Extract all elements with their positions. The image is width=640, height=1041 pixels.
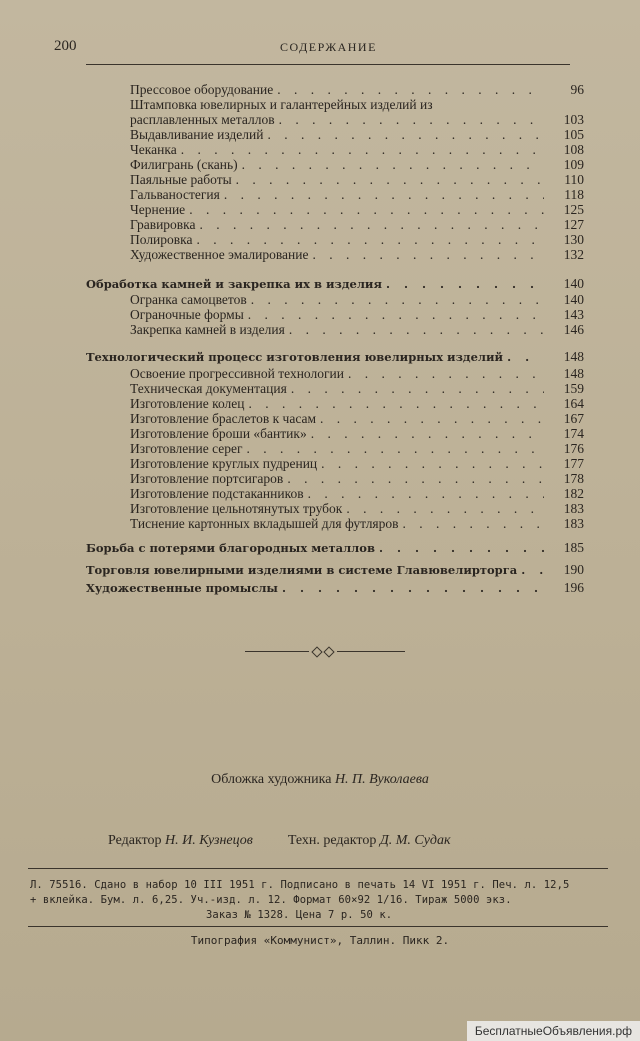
toc-entry-page: 190	[563, 562, 584, 577]
toc-entry-label: Полировка	[130, 232, 193, 247]
toc-entry-page: 130	[563, 232, 584, 247]
toc-entry	[130, 426, 584, 442]
toc-leader-dots	[275, 112, 544, 128]
toc-entry	[130, 456, 584, 472]
toc-entry-label: Художественное эмалирование	[130, 247, 309, 262]
toc-entry-page: 185	[563, 540, 584, 555]
toc-entry-label: Изготовление подстаканников	[130, 486, 304, 501]
toc-entry	[130, 486, 584, 502]
toc-leader-dots	[220, 187, 544, 203]
toc-entry	[130, 441, 584, 457]
toc-section-entry	[86, 562, 584, 578]
printer-line: Типография «Коммунист», Таллин. Пикк 2.	[190, 934, 450, 947]
running-title: СОДЕРЖАНИЕ	[280, 40, 377, 54]
ornament-divider	[245, 648, 405, 656]
imprint-line: Л. 75516. Сдано в набор 10 III 1951 г. Подписано в печать 14 VI 1951 г. Печ. л. 12,5	[30, 879, 570, 891]
page-number: 200	[54, 38, 77, 54]
toc-entry	[130, 501, 584, 517]
toc-leader-dots	[503, 349, 544, 365]
toc-entry-page	[544, 97, 584, 113]
toc-entry	[130, 232, 584, 248]
toc-entry-label: Изготовление круглых пудрениц	[130, 456, 318, 471]
toc-entry-label: Огранка самоцветов	[130, 292, 247, 307]
toc-leader-dots	[193, 232, 544, 248]
toc-entry	[130, 97, 584, 113]
toc-entry-label: Изготовление серег	[130, 441, 243, 456]
toc-entry	[130, 142, 584, 158]
toc-entry-label: Ограночные формы	[130, 307, 244, 322]
toc-entry-label: Филигрань (скань)	[130, 157, 238, 172]
imprint-top-rule	[28, 868, 608, 869]
imprint-bottom-rule	[28, 926, 608, 927]
toc-entry	[130, 157, 584, 173]
toc-entry-page: 96	[570, 82, 584, 97]
imprint-line: + вклейка. Бум. л. 6,25. Уч.-изд. л. 12. Формат 60×92 1/16. Тираж 5000 экз.	[30, 894, 512, 906]
toc-entry	[130, 187, 584, 203]
toc-entry-label: Техническая документация	[130, 381, 287, 396]
toc-entry-label: Изготовление броши «бантик»	[130, 426, 307, 441]
toc-entry-page: 174	[563, 426, 584, 441]
toc-entry	[130, 82, 584, 98]
toc-entry	[130, 112, 584, 128]
toc-entry-label: Выдавливание изделий	[130, 127, 264, 142]
toc-leader-dots	[399, 516, 544, 532]
toc-leader-dots	[232, 172, 544, 188]
toc-leader-dots	[177, 142, 544, 158]
toc-entry	[130, 366, 584, 382]
toc-entry-page: 140	[563, 292, 584, 307]
toc-leader-dots	[285, 322, 544, 338]
toc-entry	[130, 292, 584, 308]
header-rule	[86, 64, 570, 65]
toc-entry-label: Торговля ювелирными изделиями в системе Главювелирторга	[86, 563, 518, 577]
toc-entry-page: 176	[563, 441, 584, 456]
toc-entry-page: 167	[563, 411, 584, 426]
toc-entry-page: 110	[564, 172, 584, 187]
toc-entry	[130, 172, 584, 188]
toc-leader-dots	[316, 411, 544, 427]
toc-entry-label: Штамповка ювелирных и галантерейных изделий из	[130, 97, 433, 112]
toc-leader-dots	[247, 292, 544, 308]
tech-editor-name: Д. М. Судак	[379, 833, 451, 848]
toc-entry	[130, 217, 584, 233]
page-header	[54, 38, 570, 58]
toc-leader-dots	[263, 127, 544, 143]
toc-entry	[130, 471, 584, 487]
toc-leader-dots	[308, 247, 544, 263]
toc-entry-page: 183	[563, 501, 584, 516]
tech-editor-label: Техн. редактор	[287, 833, 377, 848]
toc-entry-label: Закрепка камней в изделия	[130, 322, 285, 337]
site-watermark: БесплатныеОбъявления.рф	[467, 1021, 640, 1041]
toc-leader-dots	[243, 441, 545, 457]
toc-entry-label: расплавленных металлов	[130, 112, 275, 127]
toc-entry-page: 182	[563, 486, 584, 501]
toc-entry-page: 125	[563, 202, 584, 217]
toc-leader-dots	[287, 381, 544, 397]
toc-entry	[130, 411, 584, 427]
toc-entry	[130, 202, 584, 218]
toc-entry-label: Прессовое оборудование	[130, 82, 274, 97]
toc-entry-label: Борьба с потерями благородных металлов	[86, 541, 375, 555]
toc-entry-label: Гравировка	[130, 217, 196, 232]
toc-entry-label: Изготовление портсигаров	[130, 471, 284, 486]
toc-entry-label: Обработка камней и закрепка их в изделия	[86, 277, 382, 291]
toc-entry-page: 164	[563, 396, 584, 411]
toc-leader-dots	[185, 202, 544, 218]
toc-leader-dots	[238, 157, 544, 173]
toc-leader-dots	[244, 396, 544, 412]
toc-entry	[130, 516, 584, 532]
toc-entry	[130, 396, 584, 412]
toc-entry-label: Художественные промыслы	[86, 581, 278, 595]
imprint-block	[30, 878, 610, 923]
toc-entry-page: 196	[563, 580, 584, 595]
toc-leader-dots	[278, 580, 544, 596]
cover-label: Обложка художника	[211, 772, 332, 787]
toc-entry-label: Освоение прогрессивной технологии	[130, 366, 344, 381]
toc-entry-page: 178	[563, 471, 584, 486]
toc-entry-page: 183	[563, 516, 584, 531]
toc-leader-dots	[375, 540, 544, 556]
toc-leader-dots	[304, 486, 544, 502]
toc-entry-page: 118	[564, 187, 584, 202]
toc-entry	[130, 307, 584, 323]
toc-entry-page: 159	[563, 381, 584, 396]
toc-entry-page: 143	[563, 307, 584, 322]
editor-credits	[108, 833, 451, 849]
cover-credit	[0, 772, 640, 788]
toc-entry-page: 146	[563, 322, 584, 337]
toc-entry-page: 103	[563, 112, 584, 127]
toc-entry-page: 127	[563, 217, 584, 232]
toc-section-entry	[86, 349, 584, 365]
toc-leader-dots	[244, 307, 544, 323]
toc-leader-dots	[344, 366, 544, 382]
toc-leader-dots	[517, 562, 544, 578]
toc-entry-page: 132	[563, 247, 584, 262]
cover-artist: Н. П. Вуколаева	[334, 772, 429, 787]
toc-entry	[130, 322, 584, 338]
toc-entry	[130, 127, 584, 143]
toc-section-entry	[86, 540, 584, 556]
toc-entry-page: 177	[563, 456, 584, 471]
toc-leader-dots	[342, 501, 544, 517]
toc-entry-label: Изготовление цельнотянутых трубок	[130, 501, 343, 516]
toc-entry-label: Чеканка	[130, 142, 177, 157]
imprint-line: Заказ № 1328. Цена 7 р. 50 к.	[206, 909, 393, 921]
toc-entry-page: 109	[563, 157, 584, 172]
toc-entry-label: Изготовление браслетов к часам	[130, 411, 317, 426]
toc-entry-page: 140	[563, 276, 584, 291]
toc-entry-page: 108	[563, 142, 584, 157]
toc-entry	[130, 247, 584, 263]
toc-entry-page: 148	[563, 349, 584, 364]
toc-section-entry	[86, 580, 584, 596]
toc-entry	[130, 381, 584, 397]
editor-label: Редактор	[108, 833, 162, 848]
toc-entry-label: Тиснение картонных вкладышей для футляров	[130, 516, 399, 531]
toc-leader-dots	[317, 456, 544, 472]
toc-leader-dots	[273, 82, 544, 98]
toc-entry-page: 105	[563, 127, 584, 142]
toc-leader-dots	[307, 426, 544, 442]
toc-entry-label: Изготовление колец	[130, 396, 245, 411]
editor-name: Н. И. Кузнецов	[165, 833, 253, 848]
toc-entry-label: Гальваностегия	[130, 187, 220, 202]
toc-entry-page: 148	[563, 366, 584, 381]
toc-leader-dots	[283, 471, 544, 487]
toc-entry-label: Паяльные работы	[130, 172, 232, 187]
toc-entry-label: Технологический процесс изготовления ювелирных изделий	[86, 350, 504, 364]
toc-leader-dots	[196, 217, 544, 233]
toc-entry-label: Чернение	[130, 202, 186, 217]
toc-section-entry	[86, 276, 584, 292]
toc-leader-dots	[382, 276, 544, 292]
